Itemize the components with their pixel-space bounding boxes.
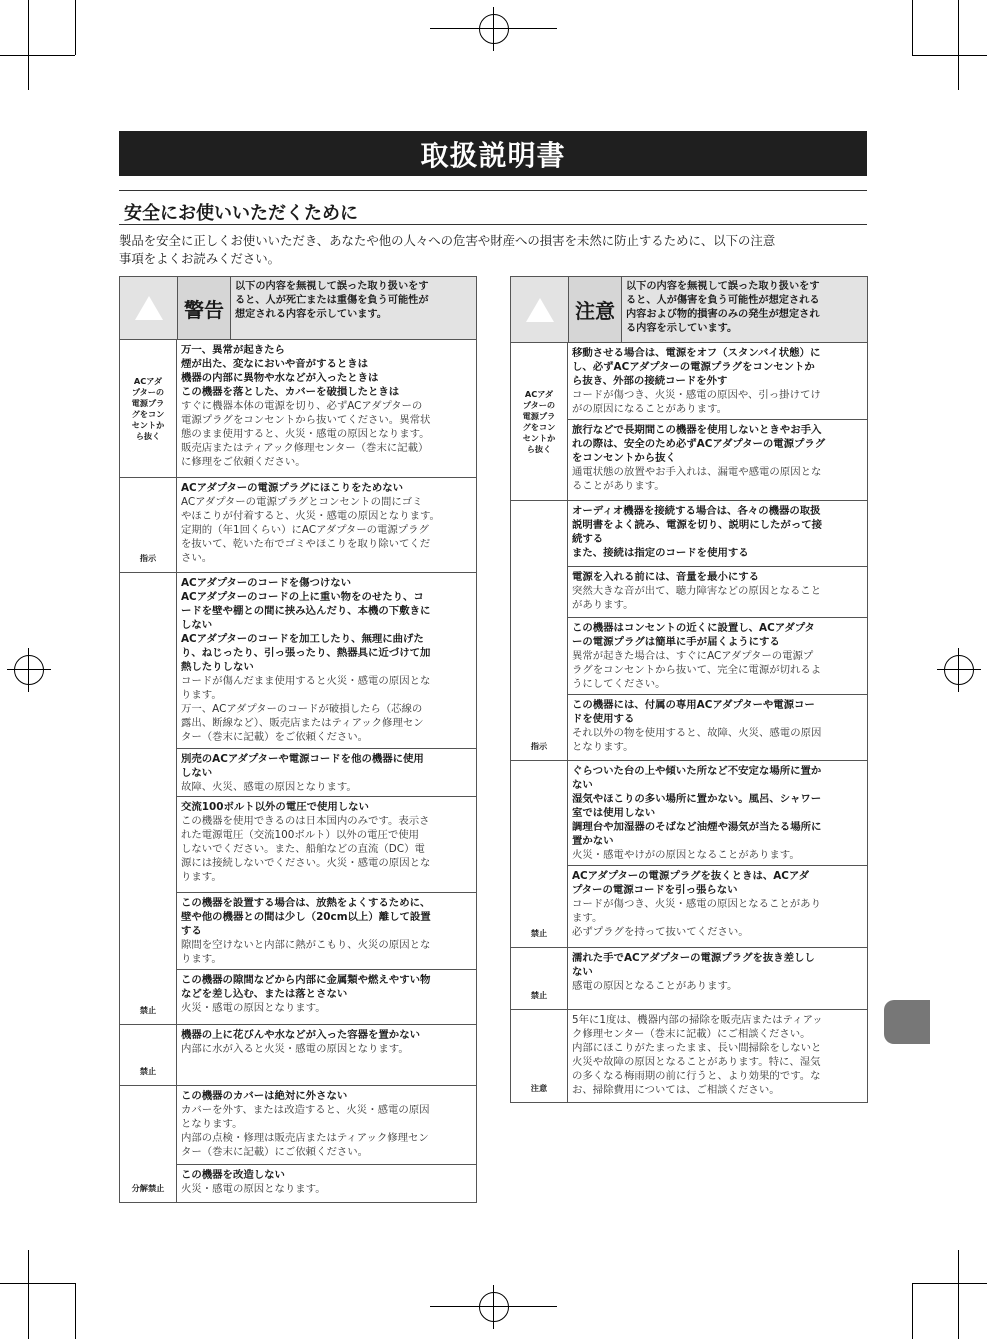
crop-mark bbox=[28, 0, 29, 90]
header-description-line: 以下の内容を無視して誤った取り扱いをす bbox=[626, 281, 820, 292]
safety-item bbox=[177, 478, 476, 572]
item-heading: ACアダプターの電源プラグにほこりをためない bbox=[181, 482, 404, 494]
item-text: 源には接続しないでください。火災・感電の原因とな bbox=[181, 857, 431, 869]
category-group bbox=[120, 1086, 476, 1203]
item-heading: 電源を入れる前には、音量を最小にする bbox=[572, 571, 760, 583]
category-items bbox=[177, 1086, 476, 1202]
category-items bbox=[568, 761, 867, 947]
registration-mark bbox=[14, 655, 44, 685]
item-heading: この機器を改造しない bbox=[181, 1169, 285, 1181]
item-text: 火災・感電の原因となります。 bbox=[181, 1002, 326, 1014]
safety-item bbox=[177, 1086, 476, 1165]
safety-item bbox=[177, 893, 476, 970]
divider bbox=[119, 190, 867, 191]
item-text: を抜いて、乾いた布でゴミやほこりを取り除いてくだ bbox=[181, 538, 431, 550]
item-heading: 熱したりしない bbox=[181, 661, 254, 673]
item-heading: しない bbox=[181, 619, 213, 631]
item-text: 感電の原因となることがあります。 bbox=[572, 980, 738, 992]
item-heading: 煙が出た、変なにおいや音がするときは bbox=[181, 358, 369, 370]
category-group bbox=[511, 1010, 867, 1103]
category-group bbox=[511, 761, 867, 948]
category-label-text bbox=[531, 741, 547, 752]
item-heading: しない bbox=[181, 767, 213, 779]
category-label-line: セントか bbox=[131, 419, 165, 430]
category-label-line: ACアダ bbox=[133, 375, 163, 386]
item-heading: ドを使用する bbox=[572, 713, 635, 725]
category-label-text bbox=[531, 1083, 547, 1094]
item-text: コードが傷つき、火災・感電の原因や、引っ掛けてけ bbox=[572, 389, 821, 401]
category-label-line: 禁止 bbox=[530, 990, 548, 1000]
item-text: ACアダプターの電源プラグとコンセントの間にゴミ bbox=[181, 496, 423, 508]
safety-item bbox=[177, 1165, 476, 1202]
category-label-line: 電源プラ bbox=[131, 397, 165, 408]
crop-mark bbox=[75, 0, 76, 55]
item-heading: ぐらついた台の上や傾いた所など不安定な場所に置か bbox=[572, 765, 822, 777]
item-text: 火災や故障の原因となることがあります。特に、湿気 bbox=[572, 1056, 821, 1068]
safety-item bbox=[568, 761, 867, 866]
item-text: 露出、断線など）、販売店またはティアック修理セン bbox=[181, 717, 424, 729]
crop-mark bbox=[958, 0, 959, 90]
category-label-line: ら抜く bbox=[135, 430, 161, 441]
item-text: 電源プラグをコンセントから抜いてください。異常状 bbox=[181, 414, 431, 426]
caution-table bbox=[510, 276, 868, 1103]
item-text: 突然大きな音が出て、聴力障害などの原因となること bbox=[572, 585, 822, 597]
category-label-text bbox=[140, 1066, 156, 1077]
category-items bbox=[177, 340, 476, 477]
item-text: 態のまま使用すると、火災・感電の原因となります。 bbox=[181, 428, 430, 440]
item-text: それ以外の物を使用すると、故障、火災、感電の原因 bbox=[572, 727, 822, 739]
item-text: コードが傷つき、火災・感電の原因となることがあり bbox=[572, 898, 821, 910]
category-label bbox=[120, 573, 177, 1024]
warning-table bbox=[119, 276, 477, 1203]
category-label bbox=[511, 948, 568, 1009]
item-text: 定期的（年1回くらい）にACアダプターの電源プラグ bbox=[181, 524, 429, 536]
item-heading: ードを壁や棚との間に挟み込んだり、本機の下敷きに bbox=[181, 605, 431, 617]
item-text: 内部に水が入ると火災・感電の原因となります。 bbox=[181, 1043, 409, 1055]
item-text: ります。 bbox=[181, 871, 222, 883]
header-icon-cell bbox=[511, 277, 569, 342]
category-label-text bbox=[531, 928, 547, 939]
category-group bbox=[511, 501, 867, 761]
safety-item bbox=[568, 343, 867, 420]
item-heading: ら抜き、外部の接続コードを外す bbox=[572, 375, 728, 387]
safety-item bbox=[568, 695, 867, 760]
item-heading: 交流100ボルト以外の電圧で使用しない bbox=[181, 801, 369, 813]
item-heading: 壁や他の機器との間は少し（20cm以上）離して設置 bbox=[181, 911, 431, 923]
caution-header bbox=[511, 277, 867, 343]
category-label-text bbox=[140, 1005, 156, 1016]
item-text: さい。 bbox=[181, 552, 213, 564]
crop-mark bbox=[912, 0, 913, 55]
crop-mark bbox=[28, 1250, 29, 1339]
item-heading: をコンセントから抜く bbox=[572, 452, 676, 464]
item-heading: 旅行などで長期間この機器を使用しないときやお手入 bbox=[572, 424, 822, 436]
header-description-line: ると、人が死亡または重傷を負う可能性が bbox=[235, 295, 429, 306]
warning-triangle-icon bbox=[526, 298, 554, 322]
category-label-line: セントか bbox=[522, 432, 556, 443]
category-label bbox=[120, 1086, 177, 1202]
item-heading: この機器の隙間などから内部に金属類や燃えやすい物 bbox=[181, 974, 431, 986]
item-heading: 濡れた手でACアダプターの電源プラグを抜き差しし bbox=[572, 952, 815, 964]
crop-mark bbox=[958, 1250, 959, 1339]
registration-mark bbox=[479, 14, 509, 44]
intro-text: 製品を安全に正しくお使いいただき、あなたや他の人々への危害や財産への損害を未然に防止するために、以下の注意 事項をよくお読みください。 bbox=[119, 233, 776, 266]
item-heading: ない bbox=[572, 966, 593, 978]
item-heading: この機器のカバーは絶対に外さない bbox=[181, 1090, 348, 1102]
category-label bbox=[120, 340, 177, 477]
item-text: 5年に1度は、機器内部の掃除を販売店またはティアッ bbox=[572, 1014, 823, 1026]
item-text: ることがあります。 bbox=[572, 480, 665, 492]
category-label-text bbox=[140, 553, 156, 564]
warning-label: 警告 bbox=[178, 277, 231, 339]
category-items bbox=[177, 1025, 476, 1085]
item-heading: 調理台や加湿器のそばなど油煙や湯気が当たる場所に bbox=[572, 821, 822, 833]
item-heading: り、ねじったり、引っ張ったり、熱器具に近づけて加 bbox=[181, 647, 431, 659]
item-heading: ACアダプターのコードを加工したり、無理に曲げた bbox=[181, 633, 424, 645]
category-items bbox=[568, 1010, 867, 1102]
item-text: ラグをコンセントから抜いて、完全に電源が切れるよ bbox=[572, 664, 822, 676]
header-icon-cell bbox=[120, 277, 178, 339]
item-text: しないでください。また、船舶などの直流（DC）電 bbox=[181, 843, 425, 855]
item-heading: また、接続は指定のコードを使用する bbox=[572, 547, 749, 559]
safety-item bbox=[568, 1010, 867, 1102]
category-label-line: 注意 bbox=[530, 1083, 548, 1093]
item-heading: 万一、異常が起きたら bbox=[181, 344, 285, 356]
category-group bbox=[511, 948, 867, 1010]
item-text: ります。 bbox=[181, 953, 222, 965]
category-label-text bbox=[132, 1183, 165, 1194]
header-description-line: ると、人が傷害を負う可能性が想定される bbox=[626, 295, 820, 306]
item-text: すぐに機器本体の電源を切り、必ずACアダプターの bbox=[181, 400, 423, 412]
crop-mark bbox=[0, 55, 75, 56]
item-text: ク修理センター（巻末に記載）にご相談ください。 bbox=[572, 1028, 811, 1040]
item-text: があります。 bbox=[572, 599, 634, 611]
item-text: ター（巻末に記載）をご依頼ください。 bbox=[181, 731, 369, 743]
category-label-line: 指示 bbox=[530, 741, 548, 751]
crop-mark bbox=[912, 55, 987, 56]
item-text: カバーを外す、または改造すると、火災・感電の原因 bbox=[181, 1104, 430, 1116]
crop-mark bbox=[75, 1283, 76, 1339]
category-label-line: グをコン bbox=[131, 408, 165, 419]
category-label-line: ACアダ bbox=[524, 388, 554, 399]
divider bbox=[119, 224, 867, 225]
category-label-line: 禁止 bbox=[530, 928, 548, 938]
item-heading: この機器を設置する場合は、放熱をよくするために、 bbox=[181, 897, 431, 909]
warning-triangle-icon bbox=[135, 296, 163, 320]
category-label-line: 電源プラ bbox=[522, 410, 556, 421]
category-label-text bbox=[523, 389, 556, 455]
item-heading: などを差し込む、または落とさない bbox=[181, 988, 348, 1000]
category-group bbox=[120, 1025, 476, 1086]
item-text: コードが傷んだまま使用すると火災・感電の原因とな bbox=[181, 675, 431, 687]
safety-item bbox=[568, 567, 867, 618]
item-text: ります。 bbox=[181, 689, 222, 701]
category-label-line: グをコン bbox=[522, 421, 556, 432]
item-heading: 機器の上に花びんや水などが入った容器を置かない bbox=[181, 1029, 420, 1041]
item-text: 内部の点検・修理は販売店またはティアック修理セン bbox=[181, 1132, 429, 1144]
category-items bbox=[568, 501, 867, 760]
safety-item bbox=[568, 948, 867, 1009]
category-items bbox=[177, 478, 476, 572]
item-text: うにしてください。 bbox=[572, 678, 666, 690]
registration-mark bbox=[479, 1292, 509, 1322]
item-heading: 室では使用しない bbox=[572, 807, 656, 819]
category-label bbox=[120, 478, 177, 572]
header-description-line: る内容を示しています。 bbox=[626, 323, 738, 334]
category-label-line: 禁止 bbox=[139, 1005, 157, 1015]
safety-item bbox=[177, 970, 476, 1024]
caution-label: 注意 bbox=[569, 277, 622, 342]
item-heading: 湿気やほこりの多い場所に置かない。風呂、シャワー bbox=[572, 793, 822, 805]
item-text: 異常が起きた場合は、すぐにACアダプターの電源プ bbox=[572, 650, 814, 662]
crop-mark bbox=[912, 1283, 913, 1339]
safety-item bbox=[568, 866, 867, 947]
category-group bbox=[120, 573, 476, 1025]
item-text: 内部にほこりがたまったまま、長い間掃除をしないと bbox=[572, 1042, 822, 1054]
category-label-text bbox=[531, 990, 547, 1001]
item-heading: れの際は、安全のため必ずACアダプターの電源プラグ bbox=[572, 438, 826, 450]
category-items bbox=[568, 948, 867, 1009]
category-label-text bbox=[132, 376, 165, 442]
item-text: 万一、ACアダプターのコードが破損したら（芯線の bbox=[181, 703, 423, 715]
category-label bbox=[511, 761, 568, 947]
category-group bbox=[120, 340, 476, 478]
item-heading: ない bbox=[572, 779, 593, 791]
safety-item bbox=[177, 340, 476, 477]
item-text: がの原因になることがあります。 bbox=[572, 403, 728, 415]
item-heading: ーの電源プラグは簡単に手が届くようにする bbox=[572, 636, 780, 648]
item-text: に修理をご依頼ください。 bbox=[181, 456, 306, 468]
header-description bbox=[231, 277, 476, 339]
category-label-line: 分解禁止 bbox=[131, 1183, 165, 1193]
item-text: やほこりが付着すると、火災・感電の原因となります。 bbox=[181, 510, 440, 522]
safety-item bbox=[568, 501, 867, 567]
category-label-line: プターの bbox=[131, 386, 165, 397]
category-group bbox=[120, 478, 476, 573]
item-text: この機器を使用できるのは日本国内のみです。表示さ bbox=[181, 815, 430, 827]
item-heading: 置かない bbox=[572, 835, 614, 847]
category-label-line: 指示 bbox=[139, 553, 157, 563]
item-heading: ACアダプターのコードの上に重い物をのせたり、コ bbox=[181, 591, 424, 603]
safety-item bbox=[177, 749, 476, 797]
item-text: 必ずプラグを持って抜いてください。 bbox=[572, 926, 749, 938]
item-text: の多くなる梅雨期の前に行うと、より効果的です。な bbox=[572, 1070, 821, 1082]
item-text: となります。 bbox=[181, 1118, 243, 1130]
safety-item bbox=[177, 1025, 476, 1085]
safety-item bbox=[568, 420, 867, 500]
safety-item bbox=[177, 797, 476, 893]
item-heading: この機器には、付属の専用ACアダプターや電源コー bbox=[572, 699, 815, 711]
item-text: 通電状態の放置やお手入れは、漏電や感電の原因とな bbox=[572, 466, 822, 478]
item-text: れた電源電圧（交流100ボルト）以外の電圧で使用 bbox=[181, 829, 420, 841]
item-heading: する bbox=[181, 925, 202, 937]
item-heading: し、必ずACアダプターの電源プラグをコンセントか bbox=[572, 361, 815, 373]
category-label bbox=[120, 1025, 177, 1085]
category-label-line: ら抜く bbox=[526, 443, 552, 454]
category-group bbox=[511, 343, 867, 501]
item-text: ター（巻末に記載）にご依頼ください。 bbox=[181, 1146, 369, 1158]
category-label-line: プターの bbox=[522, 399, 556, 410]
crop-mark bbox=[0, 1283, 75, 1284]
warning-header bbox=[120, 277, 476, 340]
safety-item bbox=[568, 618, 867, 695]
item-text: となります。 bbox=[572, 741, 634, 753]
category-items bbox=[177, 573, 476, 1024]
category-label bbox=[511, 343, 568, 500]
header-description-line: 想定される内容を示しています。 bbox=[235, 309, 387, 320]
item-text: 故障、火災、感電の原因となります。 bbox=[181, 781, 357, 793]
item-text: 隙間を空けないと内部に熱がこもり、火災の原因とな bbox=[181, 939, 431, 951]
item-text: ます。 bbox=[572, 912, 603, 924]
safety-item bbox=[177, 573, 476, 749]
item-heading: 説明書をよく読み、電源を切り、説明にしたがって接 bbox=[572, 519, 822, 531]
item-text: 火災・感電の原因となります。 bbox=[181, 1183, 326, 1195]
category-label bbox=[511, 501, 568, 760]
item-text: 火災・感電やけがの原因となることがあります。 bbox=[572, 849, 800, 861]
header-description bbox=[622, 277, 867, 342]
header-description-line: 内容および物的損害のみの発生が想定され bbox=[626, 309, 820, 320]
item-heading: この機器はコンセントの近くに設置し、ACアダプタ bbox=[572, 622, 815, 634]
item-heading: オーディオ機器を接続する場合は、各々の機器の取扱 bbox=[572, 505, 821, 517]
category-label-line: 禁止 bbox=[139, 1066, 157, 1076]
item-heading: ACアダプターのコードを傷つけない bbox=[181, 577, 352, 589]
header-description-line: 以下の内容を無視して誤った取り扱いをす bbox=[235, 281, 429, 292]
item-heading: プターの電源コードを引っ張らない bbox=[572, 884, 738, 896]
item-heading: この機器を落とした、カバーを破損したときは bbox=[181, 386, 400, 398]
item-text: 販売店またはティアック修理センター（巻末に記載） bbox=[181, 442, 429, 454]
section-title: 安全にお使いいただくために bbox=[124, 203, 358, 224]
registration-mark bbox=[944, 655, 974, 685]
item-heading: ACアダプターの電源プラグを抜くときは、ACアダ bbox=[572, 870, 809, 882]
item-heading: 別売のACアダプターや電源コードを他の機器に使用 bbox=[181, 753, 424, 765]
item-text: お、掃除費用については、ご相談ください。 bbox=[572, 1084, 780, 1096]
crop-mark bbox=[912, 1283, 987, 1284]
item-heading: 機器の内部に異物や水などが入ったときは bbox=[181, 372, 379, 384]
category-items bbox=[568, 343, 867, 500]
item-heading: 続する bbox=[572, 533, 604, 545]
category-label bbox=[511, 1010, 568, 1102]
page-title: 取扱説明書 bbox=[119, 131, 867, 176]
section-tab bbox=[884, 1000, 930, 1044]
item-heading: 移動させる場合は、電源をオフ（スタンバイ状態）に bbox=[572, 347, 821, 359]
